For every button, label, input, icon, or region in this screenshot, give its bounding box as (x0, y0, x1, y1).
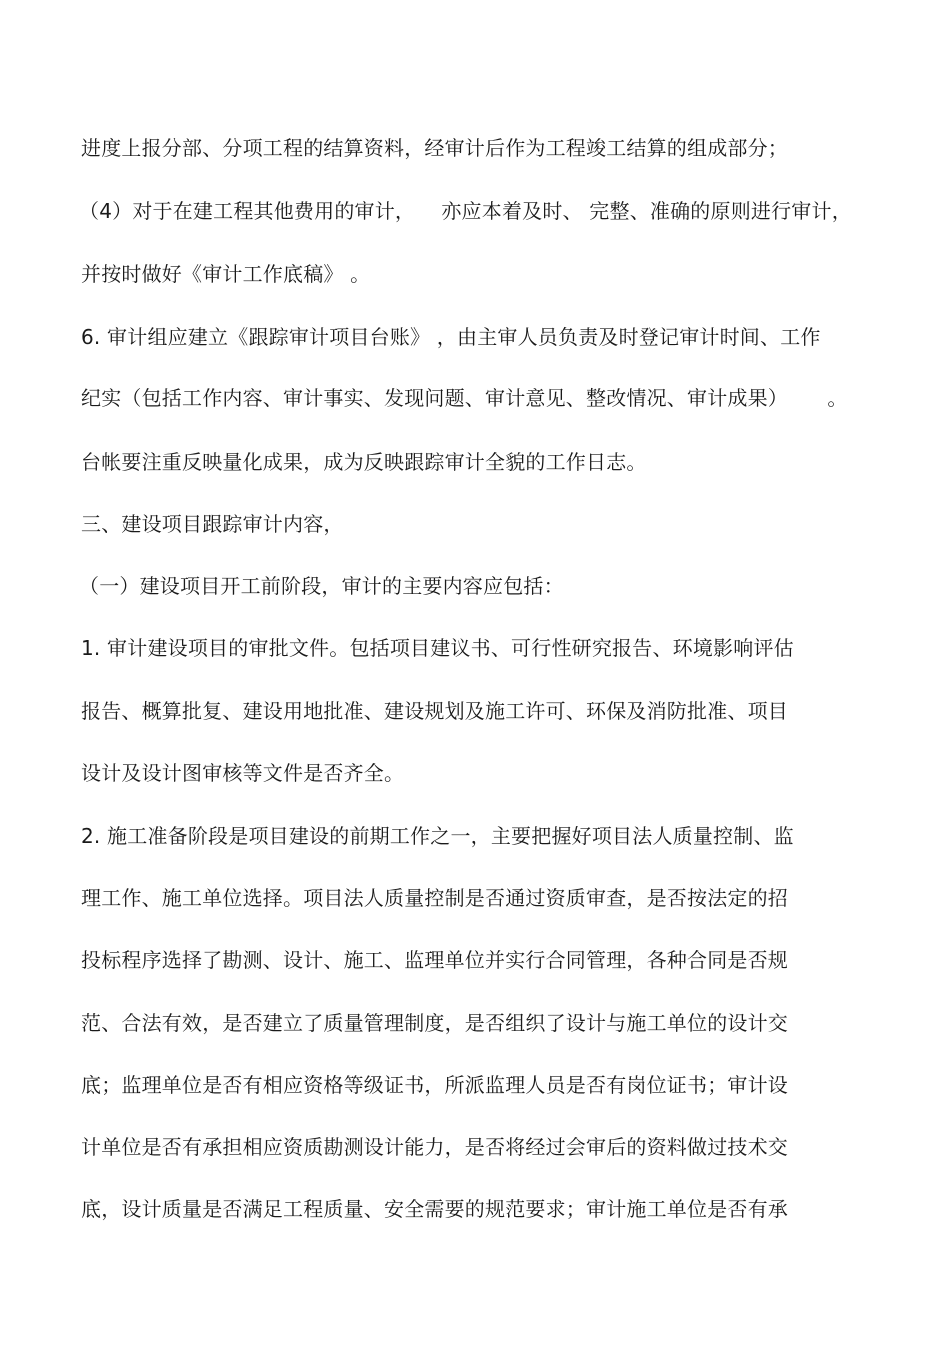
text-line: 范、合法有效，是否建立了质量管理制度，是否组织了设计与施工单位的设计交 (81, 1011, 788, 1035)
text-line: 6. 审计组应建立《跟踪审计项目台账》 ，由主审人员负责及时登记审计时间、工作 (81, 325, 821, 349)
text-line: 底，设计质量是否满足工程质量、安全需要的规范要求；审计施工单位是否有承 (81, 1197, 788, 1221)
text-line: 报告、概算批复、建设用地批准、建设规划及施工许可、环保及消防批准、项目 (81, 699, 788, 723)
text-line: 并按时做好《审计工作底稿》 。 (81, 262, 371, 286)
text-line: 纪实（包括工作内容、审计事实、发现问题、审计意见、整改情况、审计成果） 。 (81, 386, 848, 410)
text-line: 理工作、施工单位选择。项目法人质量控制是否通过资质审查，是否按法定的招 (81, 886, 788, 910)
text-line: 进度上报分部、分项工程的结算资料，经审计后作为工程竣工结算的组成部分； (81, 136, 788, 160)
text-line: （4）对于在建工程其他费用的审计， 亦应本着及时、 完整、准确的原则进行审计， (79, 199, 852, 223)
text-line: 投标程序选择了勘测、设计、施工、监理单位并实行合同管理，各种合同是否规 (81, 948, 788, 972)
text-line: 台帐要注重反映量化成果，成为反映跟踪审计全貌的工作日志。 (81, 450, 647, 474)
text-line: 设计及设计图审核等文件是否齐全。 (81, 761, 405, 785)
text-line: 2. 施工准备阶段是项目建设的前期工作之一，主要把握好项目法人质量控制、监 (81, 824, 794, 848)
text-line: 底；监理单位是否有相应资格等级证书，所派监理人员是否有岗位证书；审计设 (81, 1073, 788, 1097)
text-line: （一）建设项目开工前阶段，审计的主要内容应包括： (79, 574, 564, 598)
text-line: 1. 审计建设项目的审批文件。包括项目建议书、可行性研究报告、环境影响评估 (81, 636, 794, 660)
text-line: 三、建设项目跟踪审计内容， (81, 512, 344, 536)
text-line: 计单位是否有承担相应资质勘测设计能力，是否将经过会审后的资料做过技术交 (81, 1135, 788, 1159)
